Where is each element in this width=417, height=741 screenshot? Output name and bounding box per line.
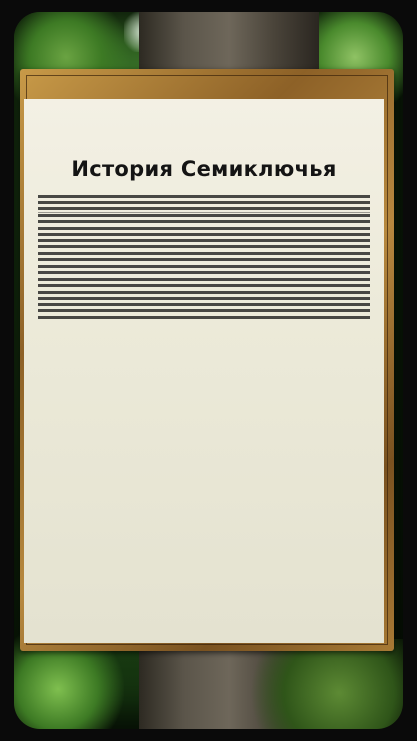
sign-paragraph-2 <box>38 214 370 226</box>
sign-paragraph-8 <box>38 291 370 303</box>
sign-paragraph-7 <box>38 278 370 290</box>
sign-text <box>38 195 370 643</box>
sign-title: История Семиключья <box>71 157 337 181</box>
info-sign <box>24 99 384 643</box>
sign-paragraph-9 <box>38 303 370 315</box>
sign-paragraph-1 <box>38 195 370 213</box>
sign-paragraph-6 <box>38 265 370 277</box>
sign-paragraph-10 <box>38 316 370 322</box>
sign-paragraph-3 <box>38 227 370 239</box>
sign-paragraph-4 <box>38 239 370 251</box>
ground-bottom-right <box>243 639 403 729</box>
sign-paragraph-5 <box>38 252 370 264</box>
